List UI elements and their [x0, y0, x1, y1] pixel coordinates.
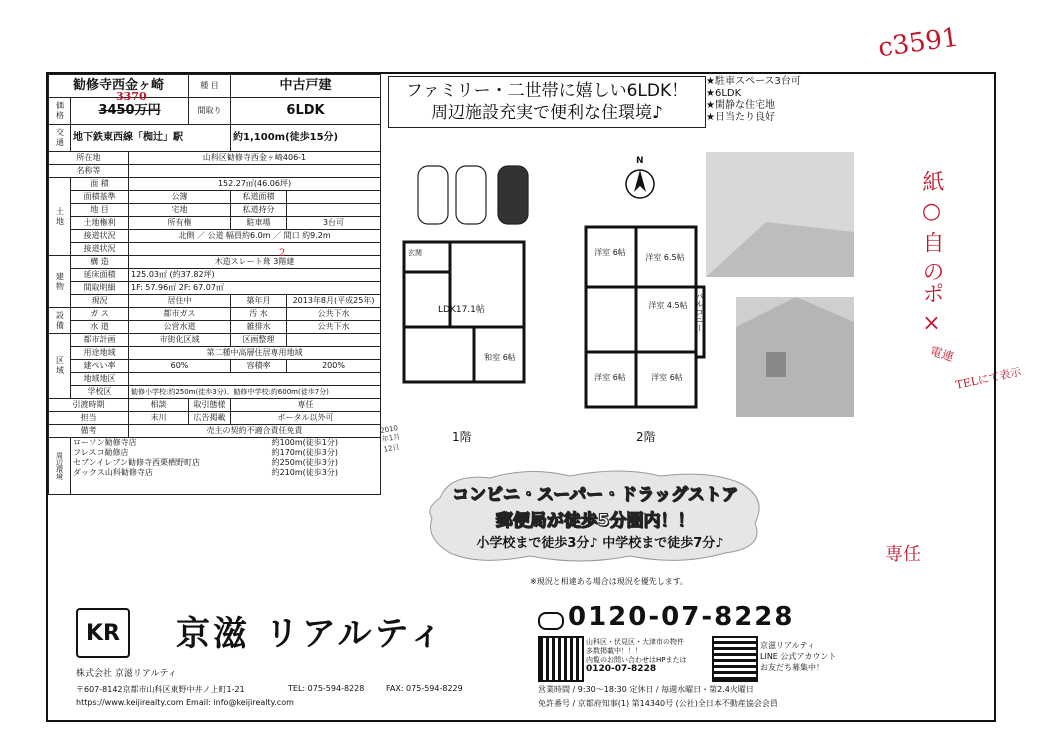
sewage-label: 汚 水: [231, 308, 287, 321]
company-web[interactable]: https://www.keijirealty.com: [76, 698, 184, 707]
handwritten-note-agency: 専任: [885, 544, 921, 565]
city-plan-value: 市街化区域: [129, 334, 231, 347]
trade-label: 取引態様: [189, 399, 231, 412]
env-item: [73, 438, 378, 448]
structure-label: 構 造: [71, 256, 129, 269]
qr-line-text-3: お友だち募集中！: [760, 663, 824, 672]
car-icon: [456, 166, 486, 224]
env-item: [73, 458, 378, 468]
company-email[interactable]: Email: info@keijirealty.com: [186, 698, 294, 707]
name-label: 名称等: [49, 165, 129, 178]
far-value: 200%: [287, 360, 381, 373]
address-value: 山科区勧修寺西金ヶ崎406-1: [129, 152, 381, 165]
qr-hp-text-2: 多数掲載中！！！: [586, 647, 642, 655]
area-basis-value: 公簿: [129, 191, 231, 204]
env-distance: 約170m(徒歩3分): [271, 448, 339, 457]
sewage-value: 公共下水: [287, 308, 381, 321]
qr-hp-text: [586, 638, 687, 674]
env-distance: 約100m(徒歩1分): [271, 438, 339, 447]
promo-line-2: 郵便局が徒歩5分圏内！！: [495, 511, 695, 531]
room-2f-1: 洋室 6帖: [594, 248, 626, 257]
price-text: 3450万円: [98, 103, 161, 118]
feature-item: ★閑静な住宅地: [706, 100, 775, 111]
qr-code-hp[interactable]: [538, 636, 584, 682]
qr-hp-text-4: 0120-07-8228: [586, 664, 657, 674]
land-right-value: 所有権: [129, 217, 231, 230]
readjust-value: [287, 334, 381, 347]
district-value: [129, 373, 381, 386]
area-basis-label: 面積基準: [71, 191, 129, 204]
env-item: [73, 448, 378, 458]
road-value-2: [129, 243, 381, 256]
building-category: 建物: [49, 256, 71, 308]
built-label: 築年月: [231, 295, 287, 308]
company-fax: FAX: 075-594-8229: [386, 684, 463, 693]
handwritten-side-date: 2010年1月12日: [379, 424, 401, 454]
qr-line-text-1: 京滋リアルティ: [760, 641, 816, 650]
room-2f-2: 洋室 6.5帖: [645, 253, 685, 262]
feature-item: ★駐車スペース3台可: [706, 76, 801, 87]
car-icon: [418, 166, 448, 224]
room-2f-3: 洋室 4.5帖: [648, 301, 688, 310]
school-value: 勧修小学校:約250m(徒歩3分)、勧修中学校:約600m(徒歩7分): [129, 386, 381, 399]
env-name: フレスコ勧修店: [73, 448, 129, 457]
handwritten-ref-number: c3591: [876, 22, 961, 64]
license-number: 免許番号 / 京都府知事(1) 第14340号 (公社)全日本不動産協会会員: [538, 699, 778, 708]
handover-label: 引渡時期: [49, 399, 129, 412]
feature-list: [706, 76, 856, 124]
price-label: 価格: [49, 98, 71, 125]
spec-table: [48, 74, 380, 495]
transport-line: 地下鉄東西線「椥辻」駅: [71, 125, 231, 152]
feature-item: ★6LDK: [706, 88, 742, 99]
environment-list: [71, 438, 381, 495]
qr-line-text-2: LINE 公式アカウント: [760, 652, 837, 661]
promo-note: ※現況と相違ある場合は現況を優先します。: [530, 577, 689, 586]
private-road-label: 私道面積: [231, 191, 287, 204]
ad-label: 広告掲載: [189, 412, 231, 425]
parking-label: 駐車場: [231, 217, 287, 230]
road-label-2: 接道状況: [71, 243, 129, 256]
bcr-value: 60%: [129, 360, 231, 373]
land-right-label: 土地権利: [71, 217, 129, 230]
drain-value: 公共下水: [287, 321, 381, 334]
headline-line-1: ファミリー・二世帯に嬉しい6LDK！: [405, 81, 689, 101]
bcr-label: 建ぺい率: [71, 360, 129, 373]
gas-label: ガ ス: [71, 308, 129, 321]
structure-value: [129, 248, 381, 269]
use-zone-label: 用途地域: [71, 347, 129, 360]
env-item: [73, 468, 378, 478]
business-hours: 営業時間 / 9:30～18:30 定休日 / 毎週水曜日・第2.4火曜日: [538, 685, 754, 694]
room-entrance: 玄関: [408, 249, 422, 257]
transport-distance: 約1,100m(徒歩15分): [231, 125, 381, 152]
ad-value: ポータル以外可: [231, 412, 381, 425]
company-address: 〒607-8142京都市山科区東野中井ノ上町1-21: [76, 685, 245, 694]
private-road-value: [287, 191, 381, 204]
gas-value: 都市ガス: [129, 308, 231, 321]
floor-area-value: 125.03㎡ (約37.82坪): [129, 269, 381, 282]
transport-label: 交通: [49, 125, 71, 152]
floor-detail-value: 1F: 57.96㎡ 2F: 67.07㎡: [129, 282, 381, 295]
handwritten-note-paper: 紙 ○ 自 のポ ×: [919, 170, 944, 336]
photo-column: [706, 152, 856, 446]
parking-value: 3台可: [287, 217, 381, 230]
road-label: 接道状況: [71, 230, 129, 243]
road-value: 北側 ／ 公道 幅員約6.0m ／ 間口 約9.2m: [129, 230, 381, 243]
floor2-label: 2階: [636, 430, 656, 444]
environment-category: 周辺環境: [49, 438, 71, 495]
floors-correction: 2: [279, 248, 286, 259]
area-value: 152.27㎡(46.06坪): [129, 178, 381, 191]
layout-value: 6LDK: [231, 98, 381, 125]
type-value: 中古戸建: [231, 75, 381, 98]
headline-line-2: 周辺施設充実で便利な住環境♪: [431, 103, 663, 123]
headline-box: [388, 76, 706, 128]
room-2f-5: 洋室 6帖: [651, 373, 683, 382]
car-icon: [498, 166, 528, 224]
car-icons: [418, 166, 528, 224]
remarks-value: 売主の契約不適合責任免責: [129, 425, 381, 438]
promo-banner: [420, 468, 770, 598]
env-name: セブンイレブン勧修寺西栗栖野町店: [73, 458, 200, 467]
property-photos: [706, 152, 856, 442]
water-label: 水 道: [71, 321, 129, 334]
qr-hp-text-1: 山科区・伏見区・大津市の物件: [586, 638, 684, 646]
company-footer: [56, 600, 986, 718]
room-ldk: LDK17.1帖: [438, 305, 485, 315]
handwritten-note-tel: TELにて表示: [954, 365, 1023, 392]
zone-category: 区域: [49, 334, 71, 399]
readjust-label: 区画整理: [231, 334, 287, 347]
env-distance: 約210m(徒歩3分): [271, 468, 339, 477]
freedial-icon: [538, 612, 564, 630]
status-value: 居住中: [129, 295, 231, 308]
north-label: N: [636, 156, 644, 166]
private-share-value: [287, 204, 381, 217]
water-value: 公営水道: [129, 321, 231, 334]
manager-value: 末川: [129, 412, 189, 425]
land-use-value: 宅地: [129, 204, 231, 217]
qr-hp-text-3: 内覧のお問い合わせはHPまたは: [586, 656, 687, 664]
handwritten-note-tel-prefix: 電連: [928, 343, 956, 365]
land-use-label: 地 目: [71, 204, 129, 217]
price-correction: 3370: [116, 90, 147, 103]
built-value: 2013年8月(平成25年): [287, 295, 381, 308]
remarks-label: 備考: [49, 425, 129, 438]
company-name-small: 株式会社 京滋リアルティ: [76, 669, 177, 679]
floor-area-label: 延床面積: [71, 269, 129, 282]
name-value: [129, 165, 381, 178]
status-label: 現況: [71, 295, 129, 308]
address-label: 所在地: [49, 152, 129, 165]
structure-text: 木造スレート葺 3階建: [214, 257, 295, 266]
promo-line-3: 小学校まで徒歩3分♪ 中学校まで徒歩7分♪: [476, 536, 724, 551]
room-2f-4: 洋室 6帖: [594, 373, 626, 382]
company-name-big: 京滋 リアルティ: [176, 614, 446, 654]
private-share-label: 私道持分: [231, 204, 287, 217]
layout-label: 間取り: [189, 98, 231, 125]
env-distance: 約250m(徒歩3分): [271, 458, 339, 467]
floor-plan: [390, 152, 705, 442]
company-logo: KR: [76, 608, 130, 658]
floor-detail-label: 間取明細: [71, 282, 129, 295]
property-name: 勧修寺西金ヶ崎: [49, 75, 189, 98]
area-label: 面 積: [71, 178, 129, 191]
trade-value: 専任: [231, 399, 381, 412]
type-label: 種 目: [189, 75, 231, 98]
floor1-label: 1階: [452, 430, 472, 444]
far-label: 容積率: [231, 360, 287, 373]
qr-line-text: [760, 640, 836, 673]
equipment-category: 設備: [49, 308, 71, 334]
env-name: ローソン勧修寺店: [73, 438, 137, 447]
manager-label: 担当: [49, 412, 129, 425]
school-label: 学校区: [71, 386, 129, 399]
north-arrow-icon: [626, 170, 654, 198]
city-plan-label: 都市計画: [71, 334, 129, 347]
district-label: 地域地区: [71, 373, 129, 386]
use-zone-value: 第二種中高層住居専用地域: [129, 347, 381, 360]
drain-label: 雑排水: [231, 321, 287, 334]
price-value: [71, 90, 189, 125]
handover-value: 相談: [129, 399, 189, 412]
freedial-number[interactable]: 0120-07-8228: [568, 602, 795, 632]
balcony-label: バルコニー: [695, 292, 704, 332]
company-tel: TEL: 075-594-8228: [288, 684, 365, 693]
feature-item: ★日当たり良好: [706, 112, 775, 123]
qr-code-line[interactable]: [712, 636, 758, 682]
floor-plan-drawing: [390, 152, 705, 442]
room-wa: 和室 6帖: [484, 353, 516, 362]
env-name: ダックス山科勧修寺店: [73, 468, 153, 477]
promo-line-1: コンビニ・スーパー・ドラッグストア: [451, 485, 739, 505]
land-category: 土地: [49, 178, 71, 256]
